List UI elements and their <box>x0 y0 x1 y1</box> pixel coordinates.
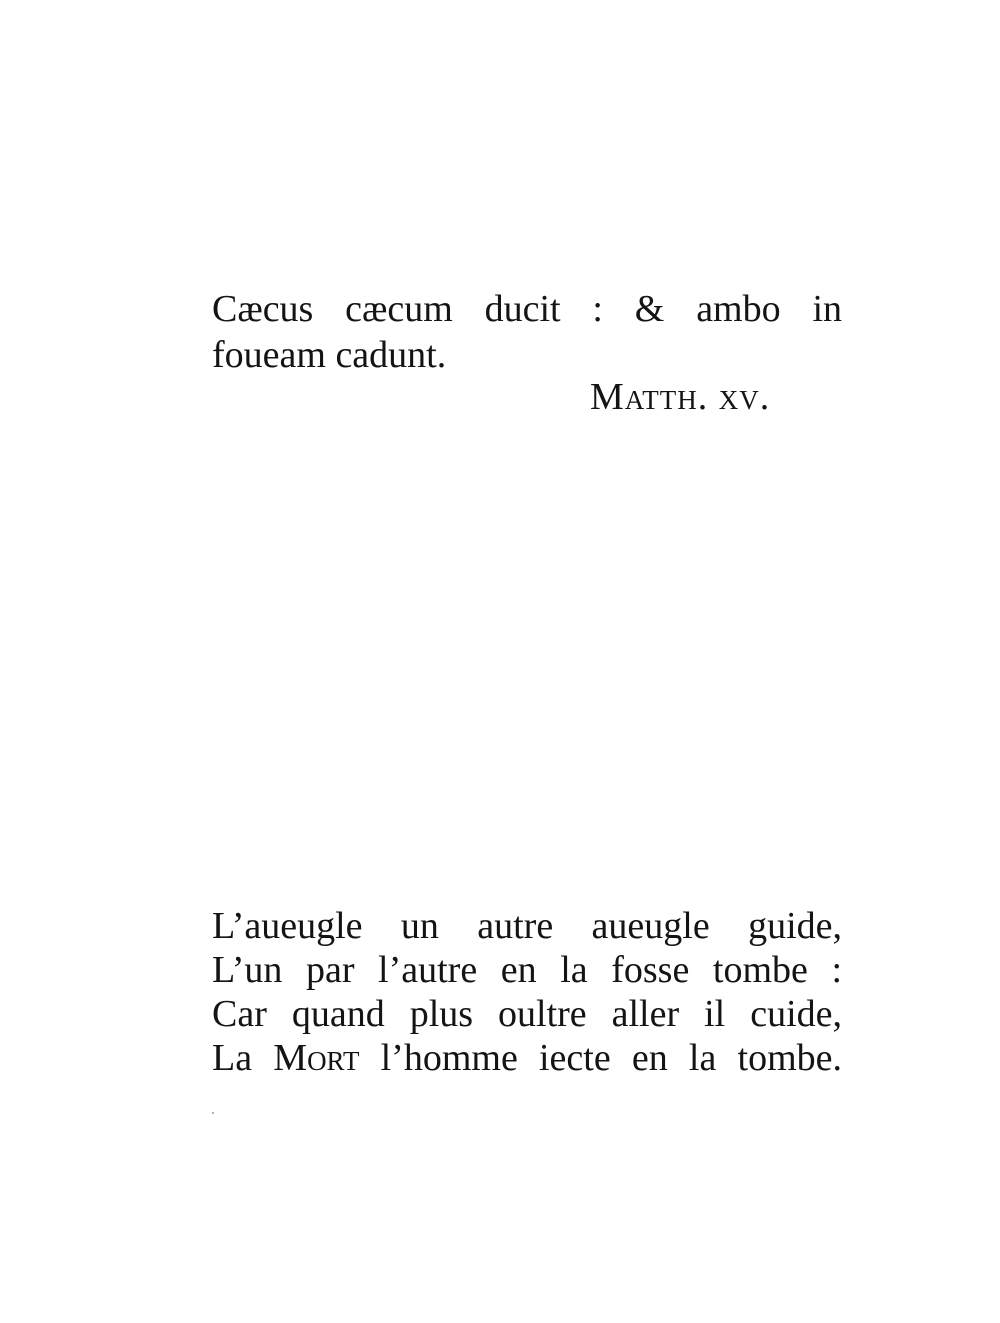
verse-line-4 <box>212 1036 842 1080</box>
latin-epigraph <box>212 286 842 378</box>
scripture-citation <box>590 374 770 420</box>
verse-line-1: L’aueugle un autre aueugle guide, <box>212 905 842 947</box>
death-name-rest: ort <box>307 1037 360 1079</box>
citation-rest: atth. xv. <box>624 376 771 418</box>
french-verse <box>212 904 842 1080</box>
verse-line-2: L’un par l’autre en la fosse tombe : <box>212 949 842 991</box>
epigraph-line-1: Cæcus cæcum ducit : & ambo in <box>212 288 842 330</box>
death-name-initial: M <box>273 1037 308 1079</box>
verse-line-4-end: l’homme iecte en la tombe. <box>359 1037 843 1079</box>
epigraph-line-2: foueam cadunt. <box>212 334 447 376</box>
verse-line-3: Car quand plus oultre aller il cuide, <box>212 993 842 1035</box>
citation-initial: M <box>590 376 625 418</box>
verse-line-4-start: La <box>212 1037 274 1079</box>
ink-speck <box>212 1112 214 1114</box>
